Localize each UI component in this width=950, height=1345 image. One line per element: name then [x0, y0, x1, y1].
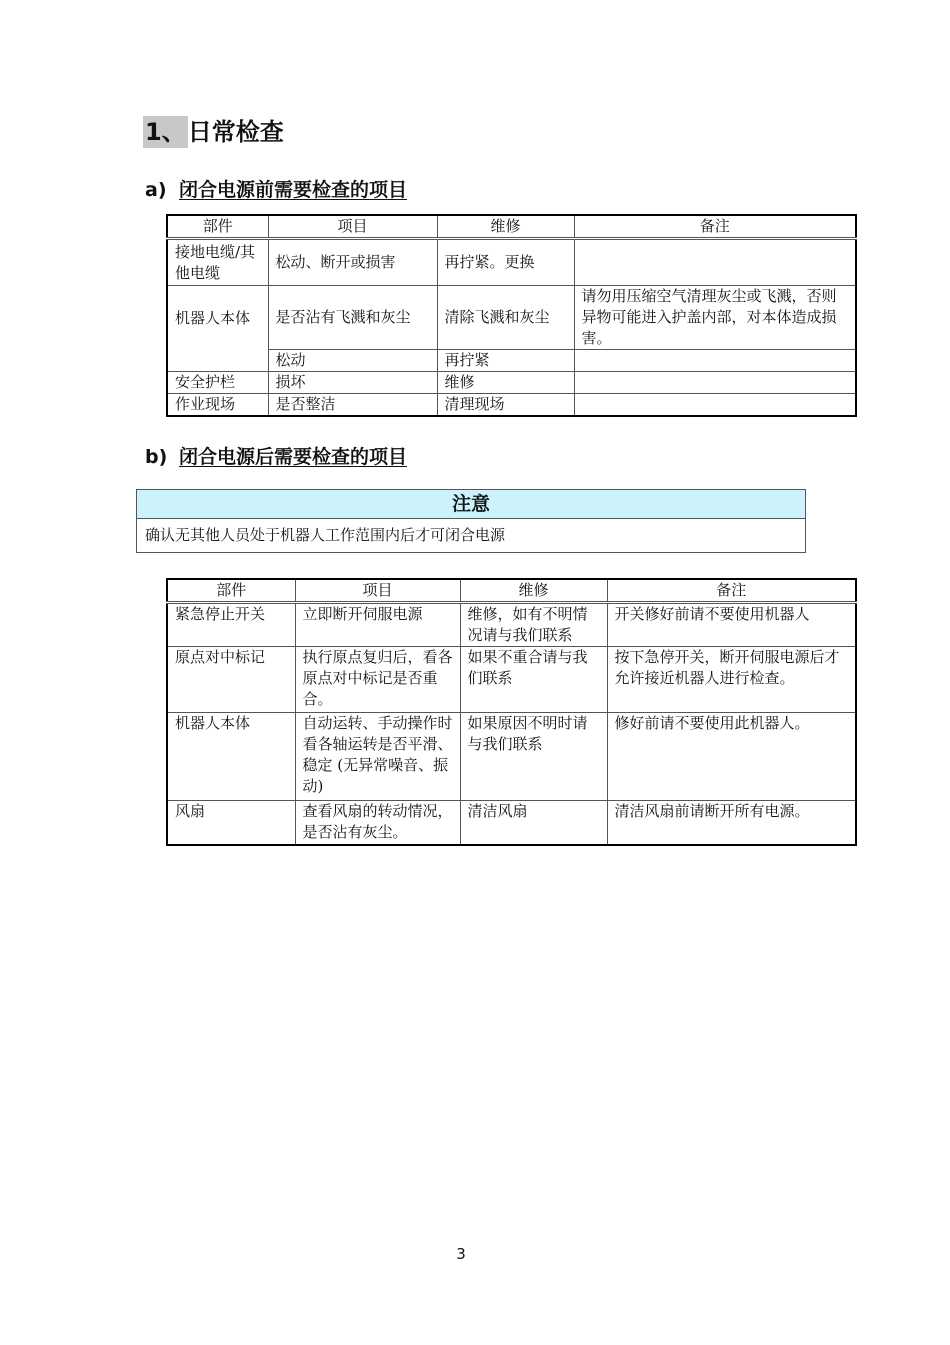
- table-header-row: [167, 215, 856, 239]
- note-cell: 修好前请不要使用此机器人。: [607, 713, 856, 801]
- note-cell: 开关修好前请不要使用机器人: [607, 603, 856, 647]
- table-row: [167, 603, 856, 647]
- notice-title: 注意: [137, 490, 805, 519]
- repair-cell: 维修: [437, 372, 574, 394]
- part-cell: 机器人本体: [167, 286, 268, 372]
- table-header-row: [167, 579, 856, 603]
- section-number: 1、: [145, 118, 186, 146]
- note-cell: [574, 394, 856, 417]
- item-cell: 是否整洁: [268, 394, 437, 417]
- note-cell: [574, 239, 856, 286]
- header-cell: 项目: [295, 579, 460, 603]
- table-row: [167, 350, 856, 372]
- page-number: 3: [456, 1245, 466, 1263]
- part-cell: 原点对中标记: [167, 647, 295, 713]
- item-cell: 松动: [268, 350, 437, 372]
- header-cell: 部件: [167, 215, 268, 239]
- header-cell: 维修: [460, 579, 607, 603]
- subsection-a-label: a): [145, 179, 167, 201]
- item-cell: 查看风扇的转动情况，是否沾有灰尘。: [295, 801, 460, 845]
- part-cell: 机器人本体: [167, 713, 295, 801]
- subsection-b-label: b): [145, 446, 168, 468]
- part-cell: 接地电缆/其他电缆: [167, 239, 268, 286]
- repair-cell: 如果不重合请与我们联系: [460, 647, 607, 713]
- item-cell: 松动、断开或损害: [268, 239, 437, 286]
- post-power-check-table: [166, 578, 857, 846]
- repair-cell: 再拧紧。更换: [437, 239, 574, 286]
- table-row: [167, 286, 856, 350]
- repair-cell: 再拧紧: [437, 350, 574, 372]
- pre-power-check-table: [166, 214, 857, 417]
- notice-box: [136, 489, 806, 553]
- part-cell: 安全护栏: [167, 372, 268, 394]
- header-cell: 备注: [607, 579, 856, 603]
- repair-cell: 如果原因不明时请与我们联系: [460, 713, 607, 801]
- note-cell: [574, 350, 856, 372]
- repair-cell: 维修，如有不明情况请与我们联系: [460, 603, 607, 647]
- item-cell: 执行原点复归后，看各原点对中标记是否重合。: [295, 647, 460, 713]
- item-cell: 损坏: [268, 372, 437, 394]
- item-cell: 立即断开伺服电源: [295, 603, 460, 647]
- header-cell: 备注: [574, 215, 856, 239]
- subsection-b-title: 闭合电源后需要检查的项目: [179, 446, 408, 468]
- section-heading: [143, 112, 284, 147]
- repair-cell: 清除飞溅和灰尘: [437, 286, 574, 350]
- item-cell: 自动运转、手动操作时看各轴运转是否平滑、稳定 (无异常噪音、振动): [295, 713, 460, 801]
- part-cell: 紧急停止开关: [167, 603, 295, 647]
- note-cell: 请勿用压缩空气清理灰尘或飞溅，否则异物可能进入护盖内部，对本体造成损害。: [574, 286, 856, 350]
- header-cell: 部件: [167, 579, 295, 603]
- header-cell: 项目: [268, 215, 437, 239]
- note-cell: 按下急停开关，断开伺服电源后才允许接近机器人进行检查。: [607, 647, 856, 713]
- table-row: [167, 647, 856, 713]
- repair-cell: 清理现场: [437, 394, 574, 417]
- note-cell: [574, 372, 856, 394]
- header-cell: 维修: [437, 215, 574, 239]
- subsection-a-title: 闭合电源前需要检查的项目: [179, 179, 408, 201]
- part-cell: 作业现场: [167, 394, 268, 417]
- notice-text: 确认无其他人员处于机器人工作范围内后才可闭合电源: [145, 526, 506, 544]
- table-row: [167, 372, 856, 394]
- item-cell: 是否沾有飞溅和灰尘: [268, 286, 437, 350]
- section-title: 日常检查: [187, 118, 284, 146]
- table-row: [167, 239, 856, 286]
- table-row: [167, 394, 856, 417]
- subsection-a-heading: [145, 175, 407, 202]
- table-row: [167, 801, 856, 845]
- note-cell: 清洁风扇前请断开所有电源。: [607, 801, 856, 845]
- repair-cell: 清洁风扇: [460, 801, 607, 845]
- subsection-b-heading: [145, 442, 407, 469]
- part-cell: 风扇: [167, 801, 295, 845]
- table-row: [167, 713, 856, 801]
